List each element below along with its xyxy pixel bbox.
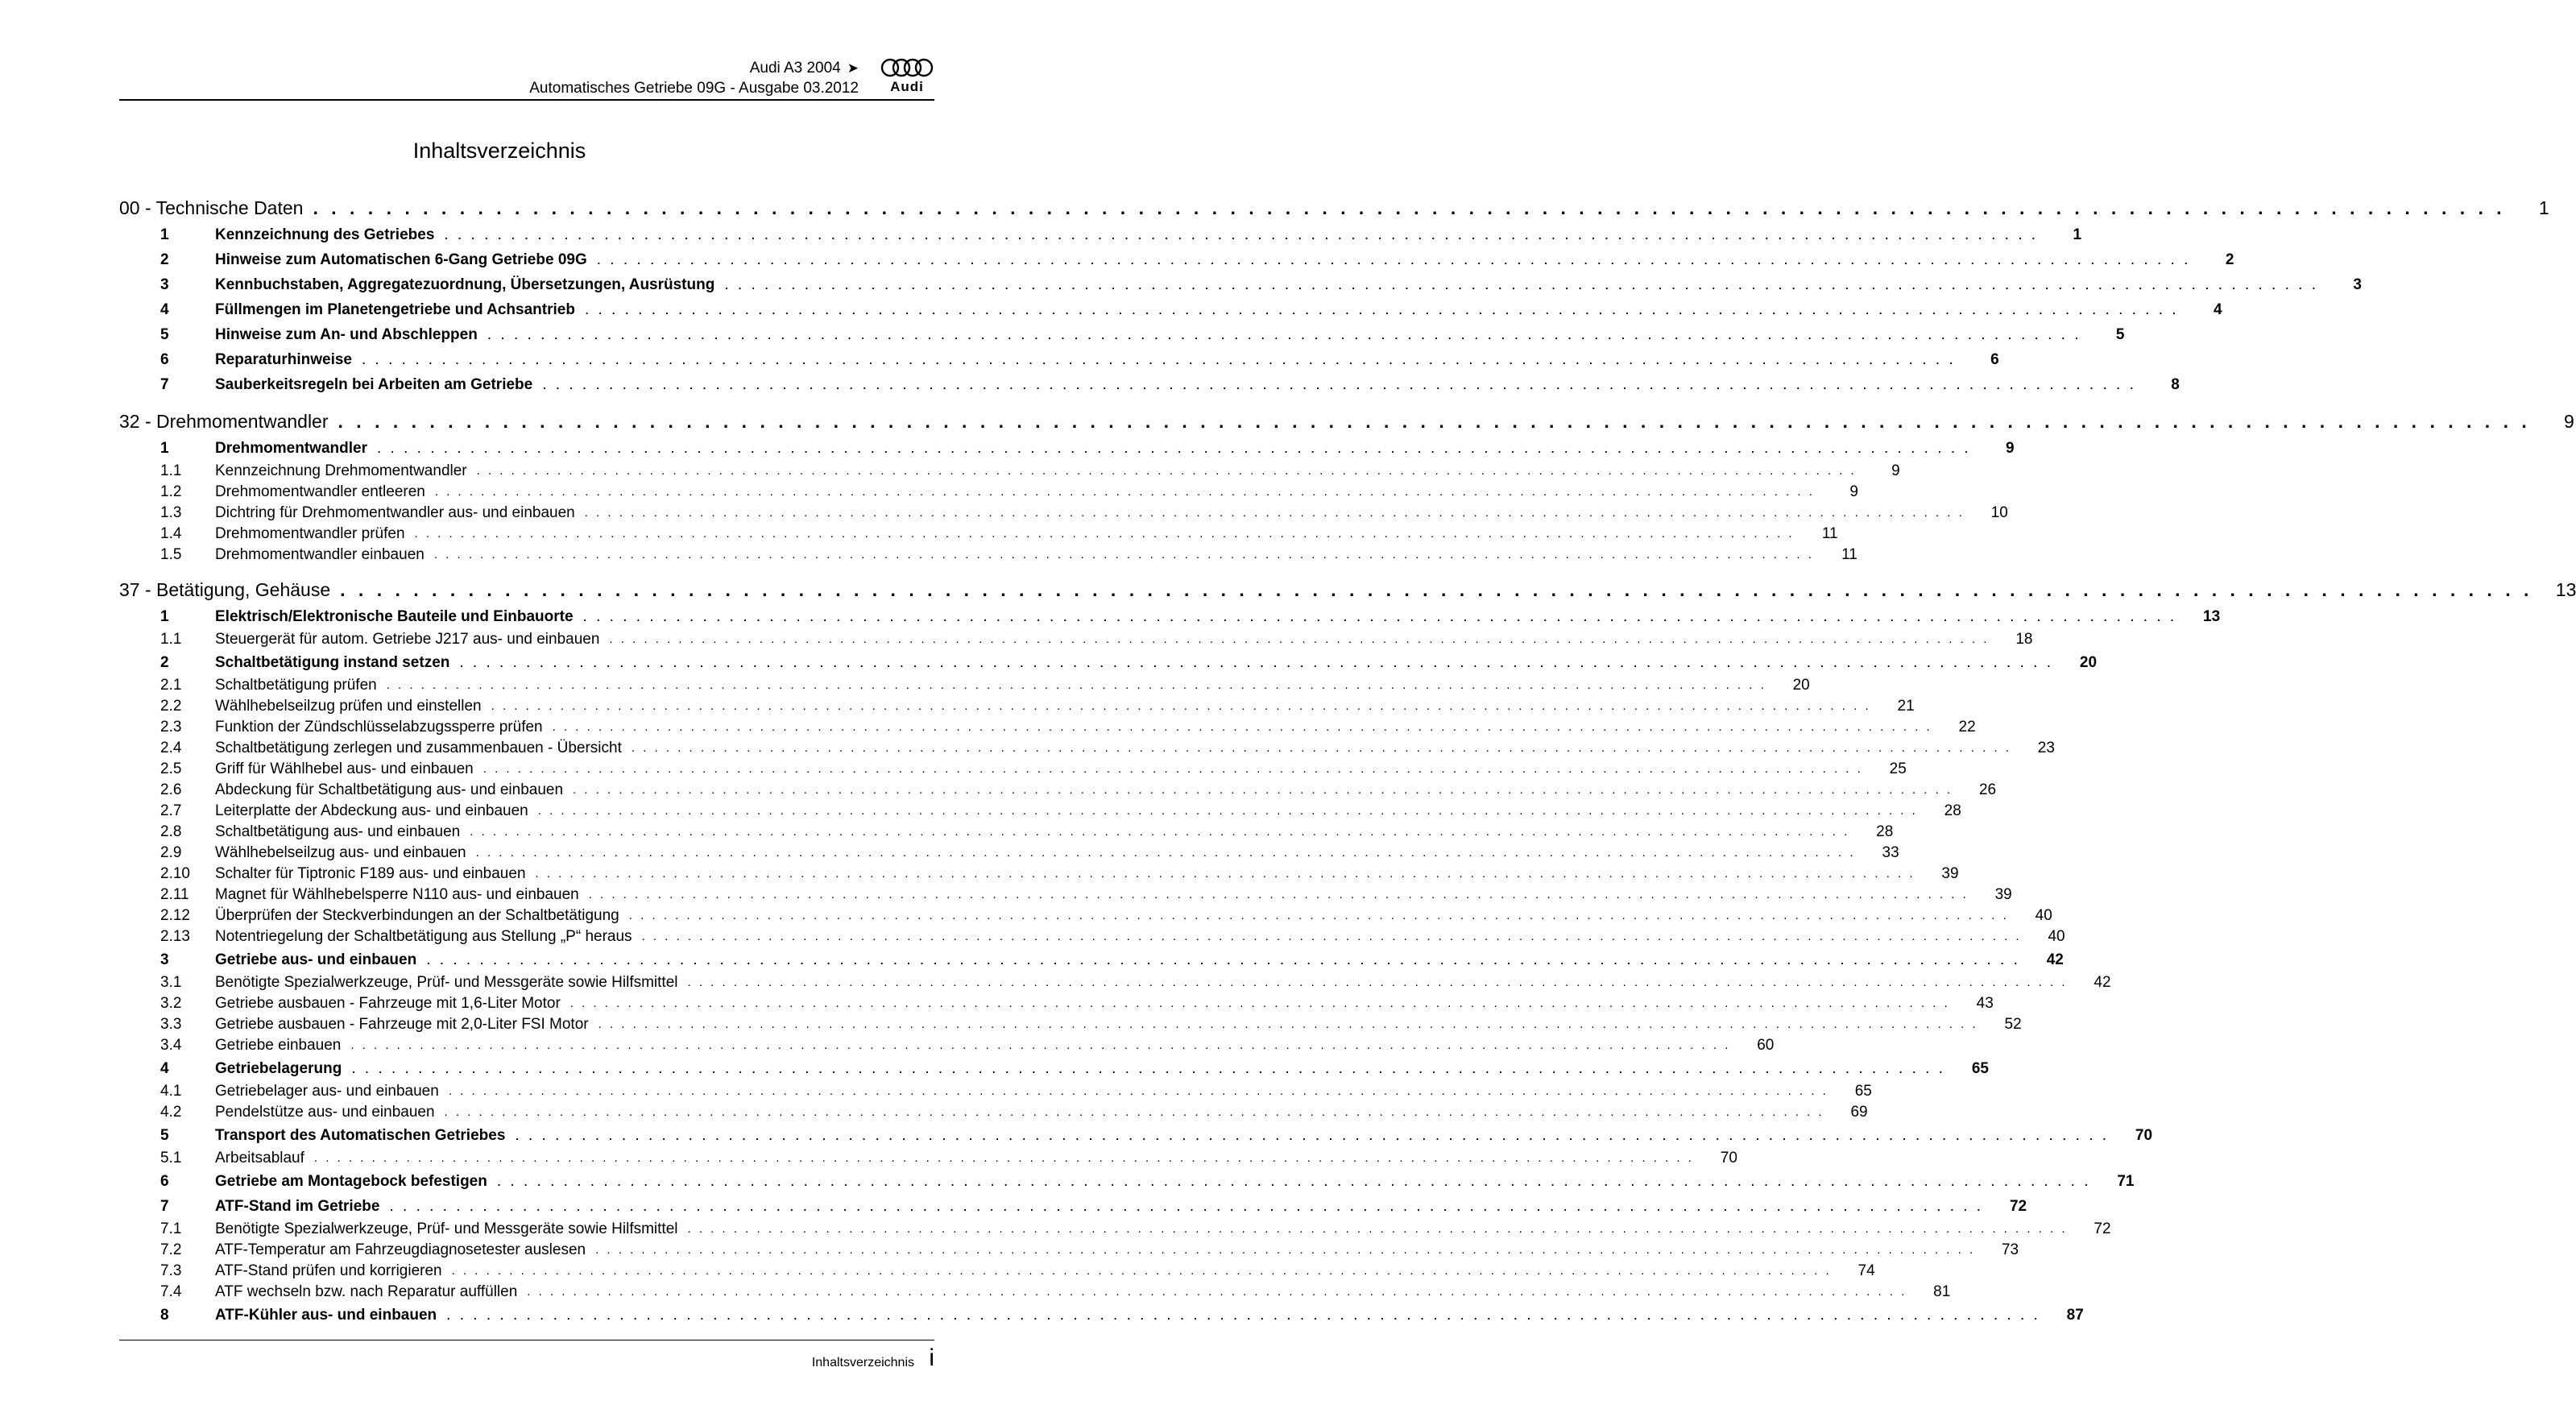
toc-entry-number: 3 <box>160 951 169 968</box>
toc-entry-number: 1.4 <box>160 525 182 542</box>
toc-entry-number: 5 <box>160 1127 169 1144</box>
toc-entry-page: 21 <box>1897 698 1915 715</box>
toc-entry[interactable] <box>119 272 2362 297</box>
toc-entry-title: Überprüfen der Steckverbindungen an der Schaltbetätigung <box>215 907 619 924</box>
toc-entry[interactable] <box>119 545 1857 566</box>
toc-entry-title: 37 - Betätigung, Gehäuse <box>119 579 331 600</box>
toc-entry-number: 2.2 <box>160 698 182 715</box>
toc-entry[interactable] <box>119 1240 2019 1261</box>
toc-leader-dots: . . . . . . . . . . . . . . . . . . . . . . . . . . . . . . . . . . . . . . . . . . . . . . . . . . . . . . . . . . . . . . . . . . . . . . . . . . . . . . . . . . . . . . . . . . . . . . . . . . . . . . . . . . . . . . . . . . . . . . . . <box>313 1151 1694 1165</box>
toc-entry-page: 42 <box>2094 974 2111 991</box>
toc-entry-page: 11 <box>1841 546 1857 563</box>
toc-leader-dots: . . . . . . . . . . . . . . . . . . . . . . . . . . . . . . . . . . . . . . . . . . . . . . . . . . . . . . . . . . . . . . . . . . . . . . . . . . . . . . . . . . . . . . . . . . . . . . . . . . . . . . . . . . . . . . . . . . . . . . . . <box>496 1173 2091 1190</box>
toc-entry[interactable] <box>119 1194 2027 1219</box>
toc-leader-dots: . . . . . . . . . . . . . . . . . . . . . . . . . . . . . . . . . . . . . . . . . . . . . . . . . . . . . . . . . . . . . . . . . . . . . . . . . . . . . . . . . . . . . . . . . . . . . . . . . . . . . . . . . . . . . . . . . . . . . . . . <box>542 376 2136 393</box>
toc-leader-dots: . . . . . . . . . . . . . . . . . . . . . . . . . . . . . . . . . . . . . . . . . . . . . . . . . . . . . . . . . . . . . . . . . . . . . . . . . . . . . . . . . . . . . . . . . . . . . . . . . . . . . . . . . . . . . . . . . . . . . . . . <box>446 1307 2040 1324</box>
audi-brand-text: Audi <box>890 79 924 94</box>
toc-leader-dots: . . . . . . . . . . . . . . . . . . . . . . . . . . . . . . . . . . . . . . . . . . . . . . . . . . . . . . . . . . . . . . . . . . . . . . . . . . . . . . . . . . . . . . . . . . . . . . . . . . . . . . . . . . . . . . . . . . . . . . . . <box>628 909 2009 922</box>
toc-leader-dots: . . . . . . . . . . . . . . . . . . . . . . . . . . . . . . . . . . . . . . . . . . . . . . . . . . . . . . . . . . . . . . . . . . . . . . . . . . . . . . . . . . . . . . . . . . . . . . . . . . . . . . . . . . . . . . . . . . . . . . . . <box>573 783 1953 797</box>
header-manual-title: Automatisches Getriebe 09G - Ausgabe 03.2012 <box>529 80 859 97</box>
toc-leader-dots: . . . . . . . . . . . . . . . . . . . . . . . . . . . . . . . . . . . . . . . . . . . . . . . . . . . . . . . . . . . . . . . . . . . . . . . . . . . . . . . . . . . . . . . . . . . . . . . . . . . . . . . . . . . . . . . . . . . . . . . . <box>584 301 2179 318</box>
toc-entry-title: Füllmengen im Planetengetriebe und Achsantrieb <box>215 301 575 318</box>
toc-leader-dots: . . . . . . . . . . . . . . . . . . . . . . . . . . . . . . . . . . . . . . . . . . . . . . . . . . . . . . . . . . . . . . . . . . . . . . . . . . . . . . . . . . . . . . . . . . . . . . . . . . . . . . . . . . . . . . . . . . . . . . . . <box>527 1285 1907 1299</box>
toc-entry-title: Schaltbetätigung instand setzen <box>215 654 450 671</box>
toc-leader-dots: . . . . . . . . . . . . . . . . . . . . . . . . . . . . . . . . . . . . . . . . . . . . . . . . . . . . . . . . . . . . . . . . . . . . . . . . . . . . . . . . . . . . . . . . . . . . . . . . . . . . . . . . . . . . . . . . . . . . . . . . <box>433 548 1814 561</box>
toc-entry-page: 18 <box>2015 631 2033 648</box>
header-vehicle: Audi A3 2004 <box>749 60 841 77</box>
toc-entry[interactable] <box>119 885 2012 905</box>
toc-entry-title: Drehmomentwandler entleeren <box>215 483 425 500</box>
toc-leader-dots: . . . . . . . . . . . . . . . . . . . . . . . . . . . . . . . . . . . . . . . . . . . . . . . . . . . . . . . . . . . . . . . . . . . . . . . . . . . . . . . . . . . . . . . . . . . . . . . . . . . . . . . . . . . . . . . . . . . . . . . . <box>588 888 1969 901</box>
toc-leader-dots: . . . . . . . . . . . . . . . . . . . . . . . . . . . . . . . . . . . . . . . . . . . . . . . . . . . . . . . . . . . . . . . . . . . . . . . . . . . . . . . . . . . . . . . . . . . . . . . . . . . . . . . . . . . . . . . . . . . . . . . . <box>451 1264 1832 1278</box>
toc-entry-title: Steuergerät für autom. Getriebe J217 aus- und einbauen <box>215 631 600 648</box>
toc-leader-dots: . . . . . . . . . . . . . . . . . . . . . . . . . . . . . . . . . . . . . . . . . . . . . . . . . . . . . . . . . . . . . . . . . . . . . . . . . . . . . . . . . . . . . . . . . . . . . . . . . . . . . . . . . . . . . . . . . . . . . . . . <box>584 506 1965 520</box>
toc-entry[interactable] <box>119 347 1999 372</box>
toc-entry-page: 9 <box>2563 411 2574 432</box>
toc-leader-dots: . . . . . . . . . . . . . . . . . . . . . . . . . . . . . . . . . . . . . . . . . . . . . . . . . . . . . . . . . . . . . . . . . . . . . . . . . . . . . . . . . . . . . . . . . . . . . . . . . . . . . . . . . . . . . . . . . . . . . . . . <box>491 699 1871 713</box>
toc-entry[interactable] <box>119 604 2221 629</box>
toc-entry-title: Schalter für Tiptronic F189 aus- und einbauen <box>215 865 526 882</box>
toc-entry-title: Drehmomentwandler einbauen <box>215 546 425 563</box>
toc-entry-number: 6 <box>160 351 169 368</box>
toc-leader-dots: . . . . . . . . . . . . . . . . . . . . . . . . . . . . . . . . . . . . . . . . . . . . . . . . . . . . . . . . . . . . . . . . . . . . . . . . . . . . . . . . . . . . . . . . . . . . . . . . . . . . . . . . . . . . . . . . . . . . . . . . <box>598 1017 1978 1031</box>
toc-entry-page: 40 <box>2048 928 2065 945</box>
toc-entry[interactable] <box>119 436 2015 461</box>
audi-rings-icon <box>880 58 934 79</box>
toc-leader-dots: . . . . . . . . . . . . . . . . . . . . . . . . . . . . . . . . . . . . . . . . . . . . . . . . . . . . . . . . . . . . . . . . . . . . . . . . . . . . . . . . . . . . . . . . . . . . . . . . . . . . . . . . . . . . . . . . . . . . . . . . <box>338 411 2531 432</box>
toc-entry-page: 28 <box>1876 823 1894 840</box>
header-text <box>529 58 859 98</box>
toc-entry[interactable] <box>119 322 2125 347</box>
toc-entry[interactable] <box>119 947 2064 972</box>
toc-entry-number: 5.1 <box>160 1150 182 1166</box>
toc-entry-number: 2.7 <box>160 802 182 819</box>
toc-entry-page: 23 <box>2037 740 2055 756</box>
toc-entry[interactable] <box>119 1303 2084 1328</box>
toc-entry-number: 7.4 <box>160 1283 182 1300</box>
toc-entry-page: 28 <box>1944 802 1961 819</box>
toc-leader-dots: . . . . . . . . . . . . . . . . . . . . . . . . . . . . . . . . . . . . . . . . . . . . . . . . . . . . . . . . . . . . . . . . . . . . . . . . . . . . . . . . . . . . . . . . . . . . . . . . . . . . . . . . . . . . . . . . . . . . . . . . <box>470 825 1850 839</box>
toc-entry-number: 2.5 <box>160 760 182 777</box>
toc-entry-title: Hinweise zum An- und Abschleppen <box>215 326 478 343</box>
toc-entry-title: ATF-Temperatur am Fahrzeugdiagnosetester auslesen <box>215 1241 586 1258</box>
toc-entry-page: 5 <box>2115 326 2125 343</box>
toc-entry[interactable] <box>119 926 2065 947</box>
page-title: Inhaltsverzeichnis <box>412 139 586 163</box>
toc-entry[interactable] <box>119 461 1900 482</box>
arrow-right-icon: ➤ <box>847 60 859 76</box>
toc-entry-title: Kennbuchstaben, Aggregatezuordnung, Übersetzungen, Ausrüstung <box>215 276 715 293</box>
toc-entry-number: 2.13 <box>160 928 190 945</box>
toc-entry-page: 1 <box>2073 226 2082 243</box>
toc-entry-title: Benötigte Spezialwerkzeuge, Prüf- und Messgeräte sowie Hilfsmittel <box>215 1220 678 1237</box>
toc-entry-number: 2 <box>160 251 169 268</box>
toc-entry-title: Pendelstütze aus- und einbauen <box>215 1104 435 1121</box>
toc-entry-number: 4.2 <box>160 1104 182 1121</box>
toc-entry-number: 8 <box>160 1307 169 1324</box>
toc-entry-number: 2.10 <box>160 865 190 882</box>
toc-entry-number: 3 <box>160 276 169 293</box>
toc-leader-dots: . . . . . . . . . . . . . . . . . . . . . . . . . . . . . . . . . . . . . . . . . . . . . . . . . . . . . . . . . . . . . . . . . . . . . . . . . . . . . . . . . . . . . . . . . . . . . . . . . . . . . . . . . . . . . . . . . . . . . . . . <box>515 1127 2110 1144</box>
footer-page-number: i <box>929 1345 934 1371</box>
toc-entry-title: Sauberkeitsregeln bei Arbeiten am Getriebe <box>215 376 533 393</box>
toc-entry-number: 2.1 <box>160 677 182 694</box>
toc-leader-dots: . . . . . . . . . . . . . . . . . . . . . . . . . . . . . . . . . . . . . . . . . . . . . . . . . . . . . . . . . . . . . . . . . . . . . . . . . . . . . . . . . . . . . . . . . . . . . . . . . . . . . . . . . . . . . . . . . . . . . . . . <box>569 997 1950 1010</box>
toc-entry-title: Reparaturhinweise <box>215 351 352 368</box>
toc-leader-dots: . . . . . . . . . . . . . . . . . . . . . . . . . . . . . . . . . . . . . . . . . . . . . . . . . . . . . . . . . . . . . . . . . . . . . . . . . . . . . . . . . . . . . . . . . . . . . . . . . . . . . . . . . . . . . . . . . . . . . . . . <box>552 720 1932 734</box>
toc-entry[interactable] <box>119 1056 1989 1081</box>
toc-entry-title: Schaltbetätigung prüfen <box>215 677 377 694</box>
toc-entry-page: 13 <box>2555 579 2576 600</box>
toc-entry-title: Griff für Wählhebel aus- und einbauen <box>215 760 474 777</box>
toc-entry-page: 11 <box>1821 525 1838 542</box>
toc-entry-number: 3.2 <box>160 995 182 1012</box>
toc-leader-dots: . . . . . . . . . . . . . . . . . . . . . . . . . . . . . . . . . . . . . . . . . . . . . . . . . . . . . . . . . . . . . . . . . . . . . . . . . . . . . . . . . . . . . . . . . . . . . . . . . . . . . . . . . . . . . . . . . . . . . . . . <box>687 1222 2068 1236</box>
toc-entry[interactable] <box>119 372 2180 397</box>
toc-entry-title: Wählhebelseilzug prüfen und einstellen <box>215 698 482 715</box>
toc-leader-dots: . . . . . . . . . . . . . . . . . . . . . . . . . . . . . . . . . . . . . . . . . . . . . . . . . . . . . . . . . . . . . . . . . . . . . . . . . . . . . . . . . . . . . . . . . . . . . . . . . . . . . . . . . . . . . . . . . . . . . . . . <box>487 326 2081 343</box>
toc-entry[interactable] <box>119 993 1994 1014</box>
toc-leader-dots: . . . . . . . . . . . . . . . . . . . . . . . . . . . . . . . . . . . . . . . . . . . . . . . . . . . . . . . . . . . . . . . . . . . . . . . . . . . . . . . . . . . . . . . . . . . . . . . . . . . . . . . . . . . . . . . . . . . . . . . . <box>313 197 2506 218</box>
toc-entry[interactable] <box>119 650 2098 675</box>
toc-leader-dots: . . . . . . . . . . . . . . . . . . . . . . . . . . . . . . . . . . . . . . . . . . . . . . . . . . . . . . . . . . . . . . . . . . . . . . . . . . . . . . . . . . . . . . . . . . . . . . . . . . . . . . . . . . . . . . . . . . . . . . . . <box>582 608 2177 625</box>
toc-leader-dots: . . . . . . . . . . . . . . . . . . . . . . . . . . . . . . . . . . . . . . . . . . . . . . . . . . . . . . . . . . . . . . . . . . . . . . . . . . . . . . . . . . . . . . . . . . . . . . . . . . . . . . . . . . . . . . . . . . . . . . . . <box>362 351 1956 368</box>
toc-entry-title: Schaltbetätigung aus- und einbauen <box>215 823 461 840</box>
toc-leader-dots: . . . . . . . . . . . . . . . . . . . . . . . . . . . . . . . . . . . . . . . . . . . . . . . . . . . . . . . . . . . . . . . . . . . . . . . . . . . . . . . . . . . . . . . . . . . . . . . . . . . . . . . . . . . . . . . . . . . . . . . . <box>414 527 1795 541</box>
toc-entry-number: 2.11 <box>160 886 189 903</box>
toc-entry-title: Getriebe am Montagebock befestigen <box>215 1173 487 1190</box>
toc-entry-page: 65 <box>1854 1083 1872 1100</box>
toc-leader-dots: . . . . . . . . . . . . . . . . . . . . . . . . . . . . . . . . . . . . . . . . . . . . . . . . . . . . . . . . . . . . . . . . . . . . . . . . . . . . . . . . . . . . . . . . . . . . . . . . . . . . . . . . . . . . . . . . . . . . . . . . <box>476 464 1857 478</box>
toc-entry[interactable] <box>119 503 2008 524</box>
toc-entry-title: Notentriegelung der Schaltbetätigung aus Stellung „P“ heraus <box>215 928 632 945</box>
toc-entry-title: Arbeitsablauf <box>215 1150 304 1166</box>
toc-leader-dots: . . . . . . . . . . . . . . . . . . . . . . . . . . . . . . . . . . . . . . . . . . . . . . . . . . . . . . . . . . . . . . . . . . . . . . . . . . . . . . . . . . . . . . . . . . . . . . . . . . . . . . . . . . . . . . . . . . . . . . . . <box>350 1038 1731 1052</box>
toc-chapter[interactable] <box>119 193 2549 222</box>
toc-leader-dots: . . . . . . . . . . . . . . . . . . . . . . . . . . . . . . . . . . . . . . . . . . . . . . . . . . . . . . . . . . . . . . . . . . . . . . . . . . . . . . . . . . . . . . . . . . . . . . . . . . . . . . . . . . . . . . . . . . . . . . . . <box>340 579 2533 600</box>
toc-entry-title: Getriebe einbauen <box>215 1037 342 1054</box>
toc-entry[interactable] <box>119 1148 1737 1169</box>
toc-entry-page: 70 <box>1720 1150 1737 1166</box>
toc-entry-page: 10 <box>1990 504 2008 521</box>
toc-leader-dots: . . . . . . . . . . . . . . . . . . . . . . . . . . . . . . . . . . . . . . . . . . . . . . . . . . . . . . . . . . . . . . . . . . . . . . . . . . . . . . . . . . . . . . . . . . . . . . . . . . . . . . . . . . . . . . . . . . . . . . . . <box>724 276 2318 293</box>
toc-entry-title: Getriebe aus- und einbauen <box>215 951 417 968</box>
toc-entry-number: 7.1 <box>160 1220 182 1237</box>
toc-entry[interactable] <box>119 801 1961 822</box>
toc-entry[interactable] <box>119 1169 2135 1194</box>
toc-entry[interactable] <box>119 905 2052 926</box>
toc-entry-title: Getriebe ausbauen - Fahrzeuge mit 1,6-Liter Motor <box>215 995 561 1012</box>
toc-leader-dots: . . . . . . . . . . . . . . . . . . . . . . . . . . . . . . . . . . . . . . . . . . . . . . . . . . . . . . . . . . . . . . . . . . . . . . . . . . . . . . . . . . . . . . . . . . . . . . . . . . . . . . . . . . . . . . . . . . . . . . . . <box>595 1243 1976 1257</box>
toc-entry-page: 87 <box>2066 1307 2084 1324</box>
toc-entry[interactable] <box>119 629 2033 650</box>
audi-logo <box>880 58 934 97</box>
toc-entry[interactable] <box>119 482 1858 503</box>
toc-entry-title: Abdeckung für Schaltbetätigung aus- und einbauen <box>215 781 564 798</box>
toc-entry-title: Kennzeichnung des Getriebes <box>215 226 435 243</box>
toc-entry-number: 7 <box>160 1198 169 1215</box>
toc-entry[interactable] <box>119 972 2111 993</box>
toc-entry-page: 52 <box>2004 1016 2022 1033</box>
toc-entry-page: 73 <box>2001 1241 2019 1258</box>
toc-entry-title: Dichtring für Drehmomentwandler aus- und einbauen <box>215 504 575 521</box>
toc-leader-dots: . . . . . . . . . . . . . . . . . . . . . . . . . . . . . . . . . . . . . . . . . . . . . . . . . . . . . . . . . . . . . . . . . . . . . . . . . . . . . . . . . . . . . . . . . . . . . . . . . . . . . . . . . . . . . . . . . . . . . . . . <box>444 226 2039 243</box>
toc-entry-page: 39 <box>1941 865 1959 882</box>
toc-entry-number: 1.3 <box>160 504 182 521</box>
toc-entry-number: 6 <box>160 1173 169 1190</box>
toc-entry-page: 72 <box>2094 1220 2111 1237</box>
toc-entry-page: 74 <box>1857 1262 1875 1279</box>
toc-leader-dots: . . . . . . . . . . . . . . . . . . . . . . . . . . . . . . . . . . . . . . . . . . . . . . . . . . . . . . . . . . . . . . . . . . . . . . . . . . . . . . . . . . . . . . . . . . . . . . . . . . . . . . . . . . . . . . . . . . . . . . . . <box>444 1105 1824 1119</box>
toc-entry-page: 43 <box>1976 995 1994 1012</box>
toc-entry-page: 33 <box>1882 844 1899 861</box>
toc-leader-dots: . . . . . . . . . . . . . . . . . . . . . . . . . . . . . . . . . . . . . . . . . . . . . . . . . . . . . . . . . . . . . . . . . . . . . . . . . . . . . . . . . . . . . . . . . . . . . . . . . . . . . . . . . . . . . . . . . . . . . . . . <box>426 951 2020 968</box>
toc-entry[interactable] <box>119 843 1899 864</box>
toc-entry[interactable] <box>119 738 2055 759</box>
toc-entry[interactable] <box>119 1102 1868 1123</box>
toc-entry[interactable] <box>119 696 1915 717</box>
toc-entry-page: 8 <box>2171 376 2180 393</box>
toc-leader-dots: . . . . . . . . . . . . . . . . . . . . . . . . . . . . . . . . . . . . . . . . . . . . . . . . . . . . . . . . . . . . . . . . . . . . . . . . . . . . . . . . . . . . . . . . . . . . . . . . . . . . . . . . . . . . . . . . . . . . . . . . <box>376 440 1971 457</box>
toc-entry[interactable] <box>119 297 2222 322</box>
toc-entry-page: 2 <box>2225 251 2234 268</box>
toc-entry-title: Getriebelager aus- und einbauen <box>215 1083 439 1100</box>
toc-leader-dots: . . . . . . . . . . . . . . . . . . . . . . . . . . . . . . . . . . . . . . . . . . . . . . . . . . . . . . . . . . . . . . . . . . . . . . . . . . . . . . . . . . . . . . . . . . . . . . . . . . . . . . . . . . . . . . . . . . . . . . . . <box>641 930 2022 943</box>
table-of-contents <box>119 193 2576 1328</box>
toc-entry-number: 1.1 <box>160 631 182 648</box>
toc-entry[interactable] <box>119 247 2234 272</box>
toc-entry[interactable] <box>119 717 1976 738</box>
toc-entry[interactable] <box>119 222 2082 247</box>
toc-entry-number: 2 <box>160 654 169 671</box>
toc-entry-page: 9 <box>1891 462 1900 479</box>
toc-entry-number: 1 <box>160 608 169 625</box>
toc-entry-page: 39 <box>1994 886 2012 903</box>
toc-entry-page: 9 <box>1849 483 1858 500</box>
toc-entry-number: 4 <box>160 301 169 318</box>
toc-leader-dots: . . . . . . . . . . . . . . . . . . . . . . . . . . . . . . . . . . . . . . . . . . . . . . . . . . . . . . . . . . . . . . . . . . . . . . . . . . . . . . . . . . . . . . . . . . . . . . . . . . . . . . . . . . . . . . . . . . . . . . . . <box>537 804 1918 818</box>
toc-entry[interactable] <box>119 524 1838 545</box>
toc-entry-title: Getriebe ausbauen - Fahrzeuge mit 2,0-Liter FSI Motor <box>215 1016 589 1033</box>
toc-entry-title: Elektrisch/Elektronische Bauteile und Einbauorte <box>215 608 574 625</box>
toc-entry-number: 2.3 <box>160 719 182 736</box>
toc-entry-title: Funktion der Zündschlüsselabzugssperre prüfen <box>215 719 543 736</box>
toc-entry-title: ATF-Stand prüfen und korrigieren <box>215 1262 442 1279</box>
toc-entry[interactable] <box>119 1081 1872 1102</box>
toc-entry[interactable] <box>119 1035 1775 1056</box>
toc-entry-title: Leiterplatte der Abdeckung aus- und einbauen <box>215 802 528 819</box>
toc-entry-number: 3.1 <box>160 974 182 991</box>
toc-entry-page: 13 <box>2203 608 2221 625</box>
toc-entry-page: 25 <box>1889 760 1907 777</box>
toc-entry-number: 4.1 <box>160 1083 182 1100</box>
toc-entry-title: 00 - Technische Daten <box>119 197 304 218</box>
toc-entry-title: Drehmomentwandler <box>215 440 367 457</box>
toc-entry-title: ATF-Stand im Getriebe <box>215 1198 380 1215</box>
toc-entry-page: 42 <box>2046 951 2064 968</box>
toc-entry[interactable] <box>119 822 1894 843</box>
toc-entry-number: 2.6 <box>160 781 182 798</box>
toc-entry-title: Kennzeichnung Drehmomentwandler <box>215 462 467 479</box>
toc-entry-page: 71 <box>2117 1173 2135 1190</box>
toc-entry-page: 26 <box>1978 781 1997 798</box>
toc-entry-page: 40 <box>2035 907 2052 924</box>
toc-leader-dots: . . . . . . . . . . . . . . . . . . . . . . . . . . . . . . . . . . . . . . . . . . . . . . . . . . . . . . . . . . . . . . . . . . . . . . . . . . . . . . . . . . . . . . . . . . . . . . . . . . . . . . . . . . . . . . . . . . . . . . . . <box>535 867 1915 881</box>
toc-entry-number: 1 <box>160 226 169 243</box>
toc-entry[interactable] <box>119 1014 2022 1035</box>
toc-entry-page: 20 <box>1792 677 1810 694</box>
toc-entry-title: Benötigte Spezialwerkzeuge, Prüf- und Messgeräte sowie Hilfsmittel <box>215 974 678 991</box>
toc-entry-page: 60 <box>1757 1037 1775 1054</box>
toc-leader-dots: . . . . . . . . . . . . . . . . . . . . . . . . . . . . . . . . . . . . . . . . . . . . . . . . . . . . . . . . . . . . . . . . . . . . . . . . . . . . . . . . . . . . . . . . . . . . . . . . . . . . . . . . . . . . . . . . . . . . . . . . <box>351 1060 1945 1077</box>
toc-entry-page: 9 <box>2006 440 2015 457</box>
toc-leader-dots: . . . . . . . . . . . . . . . . . . . . . . . . . . . . . . . . . . . . . . . . . . . . . . . . . . . . . . . . . . . . . . . . . . . . . . . . . . . . . . . . . . . . . . . . . . . . . . . . . . . . . . . . . . . . . . . . . . . . . . . . <box>459 654 2054 671</box>
toc-leader-dots: . . . . . . . . . . . . . . . . . . . . . . . . . . . . . . . . . . . . . . . . . . . . . . . . . . . . . . . . . . . . . . . . . . . . . . . . . . . . . . . . . . . . . . . . . . . . . . . . . . . . . . . . . . . . . . . . . . . . . . . . <box>631 741 2011 755</box>
toc-entry-number: 4 <box>160 1060 169 1077</box>
toc-entry-number: 1.5 <box>160 546 182 563</box>
toc-entry-title: Magnet für Wählhebelsperre N110 aus- und einbauen <box>215 886 579 903</box>
toc-leader-dots: . . . . . . . . . . . . . . . . . . . . . . . . . . . . . . . . . . . . . . . . . . . . . . . . . . . . . . . . . . . . . . . . . . . . . . . . . . . . . . . . . . . . . . . . . . . . . . . . . . . . . . . . . . . . . . . . . . . . . . . . <box>386 678 1766 692</box>
toc-entry-number: 2.4 <box>160 740 182 756</box>
toc-entry-page: 3 <box>2353 276 2362 293</box>
toc-leader-dots: . . . . . . . . . . . . . . . . . . . . . . . . . . . . . . . . . . . . . . . . . . . . . . . . . . . . . . . . . . . . . . . . . . . . . . . . . . . . . . . . . . . . . . . . . . . . . . . . . . . . . . . . . . . . . . . . . . . . . . . . <box>596 251 2191 268</box>
toc-chapter[interactable] <box>119 407 2574 436</box>
toc-entry-number: 3.3 <box>160 1016 182 1033</box>
toc-entry[interactable] <box>119 864 1959 885</box>
toc-leader-dots: . . . . . . . . . . . . . . . . . . . . . . . . . . . . . . . . . . . . . . . . . . . . . . . . . . . . . . . . . . . . . . . . . . . . . . . . . . . . . . . . . . . . . . . . . . . . . . . . . . . . . . . . . . . . . . . . . . . . . . . . <box>609 632 1990 646</box>
toc-entry-page: 6 <box>1990 351 1999 368</box>
toc-entry-page: 69 <box>1850 1104 1868 1121</box>
page-header <box>119 56 934 101</box>
toc-entry-page: 70 <box>2135 1127 2153 1144</box>
toc-entry[interactable] <box>119 1123 2153 1148</box>
toc-leader-dots: . . . . . . . . . . . . . . . . . . . . . . . . . . . . . . . . . . . . . . . . . . . . . . . . . . . . . . . . . . . . . . . . . . . . . . . . . . . . . . . . . . . . . . . . . . . . . . . . . . . . . . . . . . . . . . . . . . . . . . . . <box>389 1198 1984 1215</box>
toc-entry-page: 22 <box>1958 719 1976 736</box>
toc-entry[interactable] <box>119 1219 2111 1240</box>
toc-entry-page: 81 <box>1933 1283 1951 1300</box>
toc-entry-title: ATF-Kühler aus- und einbauen <box>215 1307 437 1324</box>
toc-entry-title: Hinweise zum Automatischen 6-Gang Getriebe 09G <box>215 251 587 268</box>
toc-entry-title: ATF wechseln bzw. nach Reparatur auffüllen <box>215 1283 518 1300</box>
toc-entry-number: 2.9 <box>160 844 182 861</box>
toc-entry-number: 3.4 <box>160 1037 182 1054</box>
toc-entry-number: 7 <box>160 376 169 393</box>
toc-entry-number: 1.1 <box>160 462 182 479</box>
toc-entry-title: Wählhebelseilzug aus- und einbauen <box>215 844 466 861</box>
toc-entry-page: 4 <box>2214 301 2222 318</box>
toc-entry[interactable] <box>119 759 1907 780</box>
toc-entry-number: 2.8 <box>160 823 182 840</box>
toc-leader-dots: . . . . . . . . . . . . . . . . . . . . . . . . . . . . . . . . . . . . . . . . . . . . . . . . . . . . . . . . . . . . . . . . . . . . . . . . . . . . . . . . . . . . . . . . . . . . . . . . . . . . . . . . . . . . . . . . . . . . . . . . <box>482 762 1863 776</box>
toc-entry-number: 7.3 <box>160 1262 182 1279</box>
toc-entry-number: 1.2 <box>160 483 182 500</box>
toc-entry[interactable] <box>119 675 1810 696</box>
toc-leader-dots: . . . . . . . . . . . . . . . . . . . . . . . . . . . . . . . . . . . . . . . . . . . . . . . . . . . . . . . . . . . . . . . . . . . . . . . . . . . . . . . . . . . . . . . . . . . . . . . . . . . . . . . . . . . . . . . . . . . . . . . . <box>448 1084 1828 1098</box>
toc-entry-title: 32 - Drehmomentwandler <box>119 411 329 432</box>
toc-entry-number: 1 <box>160 440 169 457</box>
toc-entry[interactable] <box>119 780 1997 801</box>
toc-entry-number: 2.12 <box>160 907 190 924</box>
toc-leader-dots: . . . . . . . . . . . . . . . . . . . . . . . . . . . . . . . . . . . . . . . . . . . . . . . . . . . . . . . . . . . . . . . . . . . . . . . . . . . . . . . . . . . . . . . . . . . . . . . . . . . . . . . . . . . . . . . . . . . . . . . . <box>434 485 1815 499</box>
toc-leader-dots: . . . . . . . . . . . . . . . . . . . . . . . . . . . . . . . . . . . . . . . . . . . . . . . . . . . . . . . . . . . . . . . . . . . . . . . . . . . . . . . . . . . . . . . . . . . . . . . . . . . . . . . . . . . . . . . . . . . . . . . . <box>687 976 2068 989</box>
toc-entry-title: Schaltbetätigung zerlegen und zusammenbauen - Übersicht <box>215 740 622 756</box>
toc-entry-title: Drehmomentwandler prüfen <box>215 525 405 542</box>
toc-entry-title: Getriebelagerung <box>215 1060 342 1077</box>
toc-entry-page: 65 <box>1971 1060 1989 1077</box>
header-line-1 <box>529 58 859 78</box>
toc-entry[interactable] <box>119 1261 1875 1282</box>
toc-entry-number: 5 <box>160 326 169 343</box>
toc-entry-title: Transport des Automatischen Getriebes <box>215 1127 506 1144</box>
toc-entry[interactable] <box>119 1282 1951 1303</box>
toc-entry-number: 7.2 <box>160 1241 182 1258</box>
toc-entry-page: 20 <box>2079 654 2098 671</box>
footer-label: Inhaltsverzeichnis <box>811 1356 914 1369</box>
toc-leader-dots: . . . . . . . . . . . . . . . . . . . . . . . . . . . . . . . . . . . . . . . . . . . . . . . . . . . . . . . . . . . . . . . . . . . . . . . . . . . . . . . . . . . . . . . . . . . . . . . . . . . . . . . . . . . . . . . . . . . . . . . . <box>475 846 1856 860</box>
toc-entry-page: 72 <box>2009 1198 2027 1215</box>
toc-entry-page: 1 <box>2538 197 2549 218</box>
toc-chapter[interactable] <box>119 575 2576 604</box>
